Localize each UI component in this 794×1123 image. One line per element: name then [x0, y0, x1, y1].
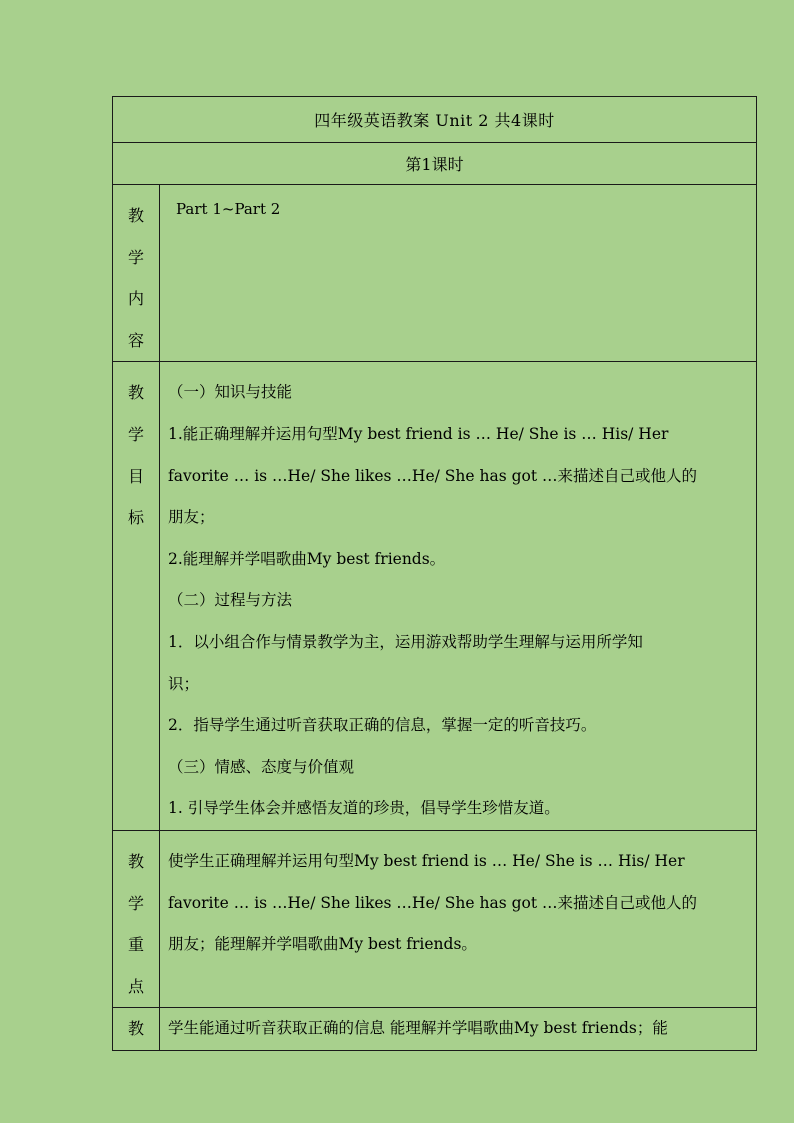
- goals-line: 识；: [168, 674, 200, 693]
- lesson-number: 第1课时: [113, 143, 757, 185]
- key-line: 朋友；能理解并学唱歌曲My best friends。: [168, 935, 477, 954]
- label-char: 教: [127, 851, 144, 871]
- goals-line: 1．以小组合作与情景教学为主，运用游戏帮助学生理解与运用所学知: [168, 632, 643, 651]
- goals-line: 1.能正确理解并运用句型My best friend is … He/ She is … His/ Her: [168, 424, 669, 443]
- label-char: 教: [127, 383, 144, 403]
- key-line: 使学生正确理解并运用句型My best friend is … He/ She is … His/ Her: [168, 851, 685, 870]
- teaching-content-cell: [160, 185, 757, 362]
- label-char: 学: [127, 893, 144, 913]
- goals-line: 2.能理解并学唱歌曲My best friends。: [168, 549, 446, 568]
- label-char: 学: [127, 424, 144, 444]
- difficulties-line: 学生能通过听音获取正确的信息 能理解并学唱歌曲My best friends；能: [168, 1019, 668, 1038]
- lesson-plan-table: [112, 96, 757, 1051]
- key-points-row: [113, 830, 757, 1007]
- key-points-cell: [160, 830, 757, 1007]
- label-char: 点: [127, 976, 144, 996]
- goals-line: （二）过程与方法: [168, 591, 293, 610]
- plan-title: 四年级英语教案 Unit 2 共4课时: [113, 97, 757, 143]
- goals-line: （三）情感、态度与价值观: [168, 757, 355, 776]
- label-char: 容: [127, 330, 144, 350]
- teaching-goals-label: [113, 362, 160, 831]
- label-char: 内: [127, 289, 144, 309]
- key-points-label: [113, 830, 160, 1007]
- label-char: 教: [127, 1019, 144, 1039]
- goals-line: favorite … is …He/ She likes …He/ She has got …来描述自己或他人的: [168, 466, 697, 485]
- label-char: 目: [127, 466, 144, 486]
- goals-line: 2．指导学生通过听音获取正确的信息，掌握一定的听音技巧。: [168, 716, 597, 735]
- lesson-row: [113, 143, 757, 185]
- teaching-content-row: [113, 185, 757, 362]
- teaching-goals-row: [113, 362, 757, 831]
- goals-line: 朋友；: [168, 508, 215, 527]
- goals-line: （一）知识与技能: [168, 383, 293, 402]
- label-char: 教: [127, 206, 144, 225]
- difficulties-cell: [160, 1008, 757, 1051]
- difficulties-row: [113, 1008, 757, 1051]
- teaching-goals-cell: [160, 362, 757, 831]
- teaching-content-label: [113, 185, 160, 362]
- goals-line: 1. 引导学生体会并感悟友道的珍贵，倡导学生珍惜友道。: [168, 799, 560, 818]
- label-char: 学: [127, 247, 144, 267]
- difficulties-label: [113, 1008, 160, 1051]
- label-char: 标: [127, 508, 144, 528]
- title-row: [113, 97, 757, 143]
- label-char: 重: [127, 935, 144, 955]
- key-line: favorite … is …He/ She likes …He/ She has got …来描述自己或他人的: [168, 893, 697, 912]
- content-line: Part 1~Part 2: [176, 200, 281, 218]
